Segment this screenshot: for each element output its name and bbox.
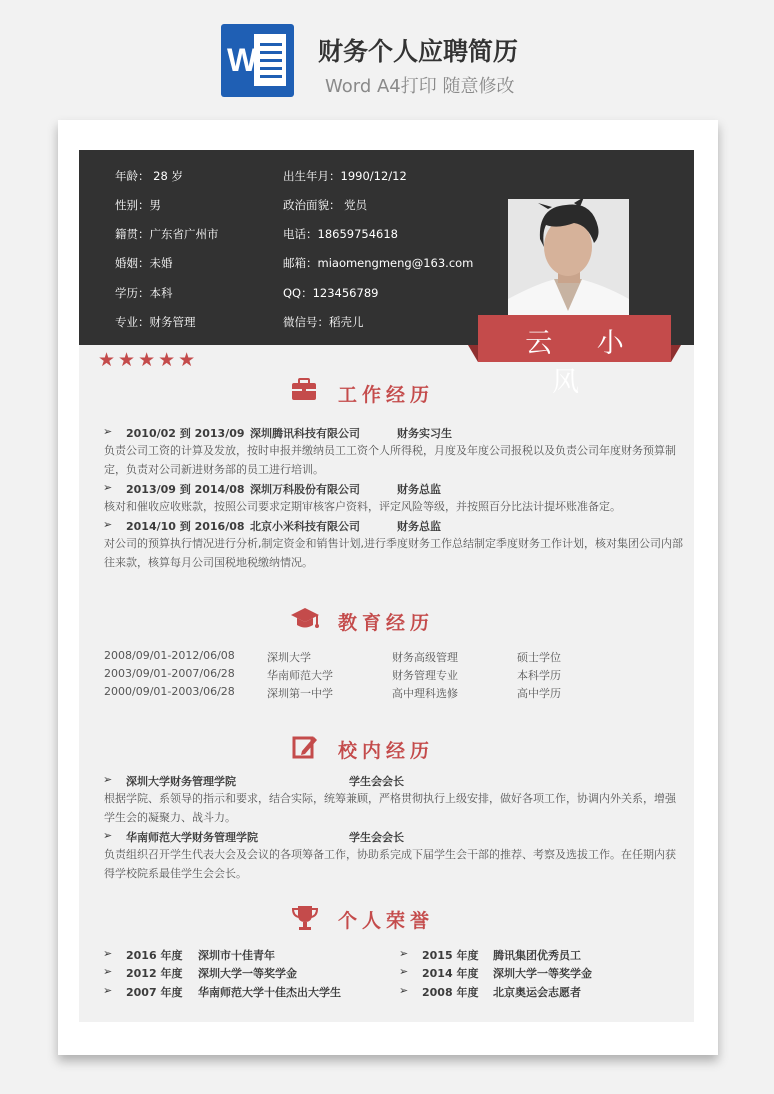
bullet-arrow-icon: ➢ xyxy=(399,947,409,960)
candidate-name: 云 小 风 xyxy=(525,328,642,398)
bullet-arrow-icon: ➢ xyxy=(103,965,113,978)
honor-year: 2012 年度 xyxy=(126,967,183,980)
major-field: 专业：财务管理 xyxy=(115,315,196,329)
briefcase-icon xyxy=(291,378,317,402)
work-period: 2014/10 到 2016/08 xyxy=(126,520,245,533)
work-company: 深圳万科股份有限公司 xyxy=(250,483,360,496)
gender-field: 性别：男 xyxy=(115,198,161,212)
graduation-cap-icon xyxy=(290,606,320,632)
phone-field: 电话：18659754618 xyxy=(283,227,398,241)
work-period: 2010/02 到 2013/09 xyxy=(126,427,245,440)
political-field: 政治面貌： 党员 xyxy=(283,198,368,212)
education-school: 深圳第一中学 xyxy=(267,687,333,700)
rating-stars: ★★★★★ xyxy=(98,349,199,371)
work-entry-1-description: 负责公司工资的计算及发放，按时申报并缴纳员工工资个人所得税，月度及年度公司报税以及负责公司年度财务预算制定，负责对公司新进财务部的员工进行培训。 xyxy=(104,444,676,476)
honor-year: 2016 年度 xyxy=(126,949,183,962)
honor-year: 2015 年度 xyxy=(422,949,479,962)
section-title-campus: 校内经历 xyxy=(338,740,435,762)
ribbon-fold-right xyxy=(671,345,681,362)
honor-title: 深圳大学一等奖学金 xyxy=(198,967,297,980)
honor-title: 腾讯集团优秀员工 xyxy=(493,949,581,962)
honor-year: 2008 年度 xyxy=(422,986,479,999)
name-ribbon xyxy=(478,315,671,398)
bullet-arrow-icon: ➢ xyxy=(103,773,113,786)
bullet-arrow-icon: ➢ xyxy=(103,518,113,531)
bullet-arrow-icon: ➢ xyxy=(103,425,113,438)
work-entry-3-description: 对公司的预算执行情况进行分析,制定资金和销售计划,进行季度财务工作总结制定季度财务工作计划，核对集团公司内部往来款，核算每月公司国税地税缴纳情况。 xyxy=(104,537,683,569)
education-level-field: 学历：本科 xyxy=(115,286,173,300)
education-major: 高中理科选修 xyxy=(392,687,458,700)
bullet-arrow-icon: ➢ xyxy=(103,829,113,842)
marital-field: 婚姻：未婚 xyxy=(115,256,173,270)
edit-icon xyxy=(292,734,318,760)
education-degree: 本科学历 xyxy=(517,669,561,682)
education-school: 深圳大学 xyxy=(267,651,311,664)
education-period: 2003/09/01-2007/06/28 xyxy=(104,667,235,680)
qq-field: QQ：123456789 xyxy=(283,286,379,300)
banner-title: 财务个人应聘简历 xyxy=(318,37,519,66)
word-icon: W xyxy=(221,24,294,97)
section-title-education: 教育经历 xyxy=(338,612,435,634)
campus-entry-2-description: 负责组织召开学生代表大会及会议的各项筹备工作，协助系完成下届学生会干部的推荐、考察及选拔工作。在任期内获得学校院系最佳学生会会长。 xyxy=(104,848,676,880)
profile-photo xyxy=(508,199,629,322)
ribbon-fold-left xyxy=(468,345,478,362)
campus-role: 学生会会长 xyxy=(349,831,404,844)
work-company: 深圳腾讯科技有限公司 xyxy=(250,427,360,440)
work-role: 财务实习生 xyxy=(397,427,452,440)
section-title-work: 工作经历 xyxy=(338,384,435,406)
work-entry-2-description: 核对和催收应收账款，按照公司要求定期审核客户资料，评定风险等级，并按照百分比法计提坏账准备定。 xyxy=(104,500,621,513)
honor-title: 北京奥运会志愿者 xyxy=(493,986,581,999)
campus-org: 深圳大学财务管理学院 xyxy=(126,775,236,788)
work-role: 财务总监 xyxy=(397,483,441,496)
campus-entry-1-description: 根据学院、系领导的指示和要求，结合实际，统筹兼顾，严格贯彻执行上级安排，做好各项工作，协调内外关系，增强学生会的凝聚力、战斗力。 xyxy=(104,792,676,824)
bullet-arrow-icon: ➢ xyxy=(103,947,113,960)
work-period: 2013/09 到 2014/08 xyxy=(126,483,245,496)
section-title-honors: 个人荣誉 xyxy=(338,910,435,932)
birthdate-field: 出生年月：1990/12/12 xyxy=(283,169,407,183)
hometown-field: 籍贯：广东省广州市 xyxy=(115,227,219,241)
honor-title: 深圳市十佳青年 xyxy=(198,949,275,962)
bullet-arrow-icon: ➢ xyxy=(103,984,113,997)
work-role: 财务总监 xyxy=(397,520,441,533)
top-banner xyxy=(0,0,774,118)
education-period: 2000/09/01-2003/06/28 xyxy=(104,685,235,698)
education-school: 华南师范大学 xyxy=(267,669,333,682)
campus-role: 学生会会长 xyxy=(349,775,404,788)
education-period: 2008/09/01-2012/06/08 xyxy=(104,649,235,662)
bullet-arrow-icon: ➢ xyxy=(399,965,409,978)
honor-title: 华南师范大学十佳杰出大学生 xyxy=(198,986,341,999)
honor-year: 2007 年度 xyxy=(126,986,183,999)
education-major: 财务高级管理 xyxy=(392,651,458,664)
campus-org: 华南师范大学财务管理学院 xyxy=(126,831,258,844)
age-field: 年龄： 28 岁 xyxy=(115,169,183,183)
email-field: 邮箱：miaomengmeng@163.com xyxy=(283,256,474,270)
banner-subtitle: Word A4打印 随意修改 xyxy=(325,76,515,97)
education-degree: 硕士学位 xyxy=(517,651,561,664)
honor-year: 2014 年度 xyxy=(422,967,479,980)
trophy-icon xyxy=(291,904,319,932)
honor-title: 深圳大学一等奖学金 xyxy=(493,967,592,980)
education-degree: 高中学历 xyxy=(517,687,561,700)
bullet-arrow-icon: ➢ xyxy=(399,984,409,997)
education-major: 财务管理专业 xyxy=(392,669,458,682)
work-company: 北京小米科技有限公司 xyxy=(250,520,360,533)
wechat-field: 微信号：稻壳儿 xyxy=(283,315,364,329)
bullet-arrow-icon: ➢ xyxy=(103,481,113,494)
